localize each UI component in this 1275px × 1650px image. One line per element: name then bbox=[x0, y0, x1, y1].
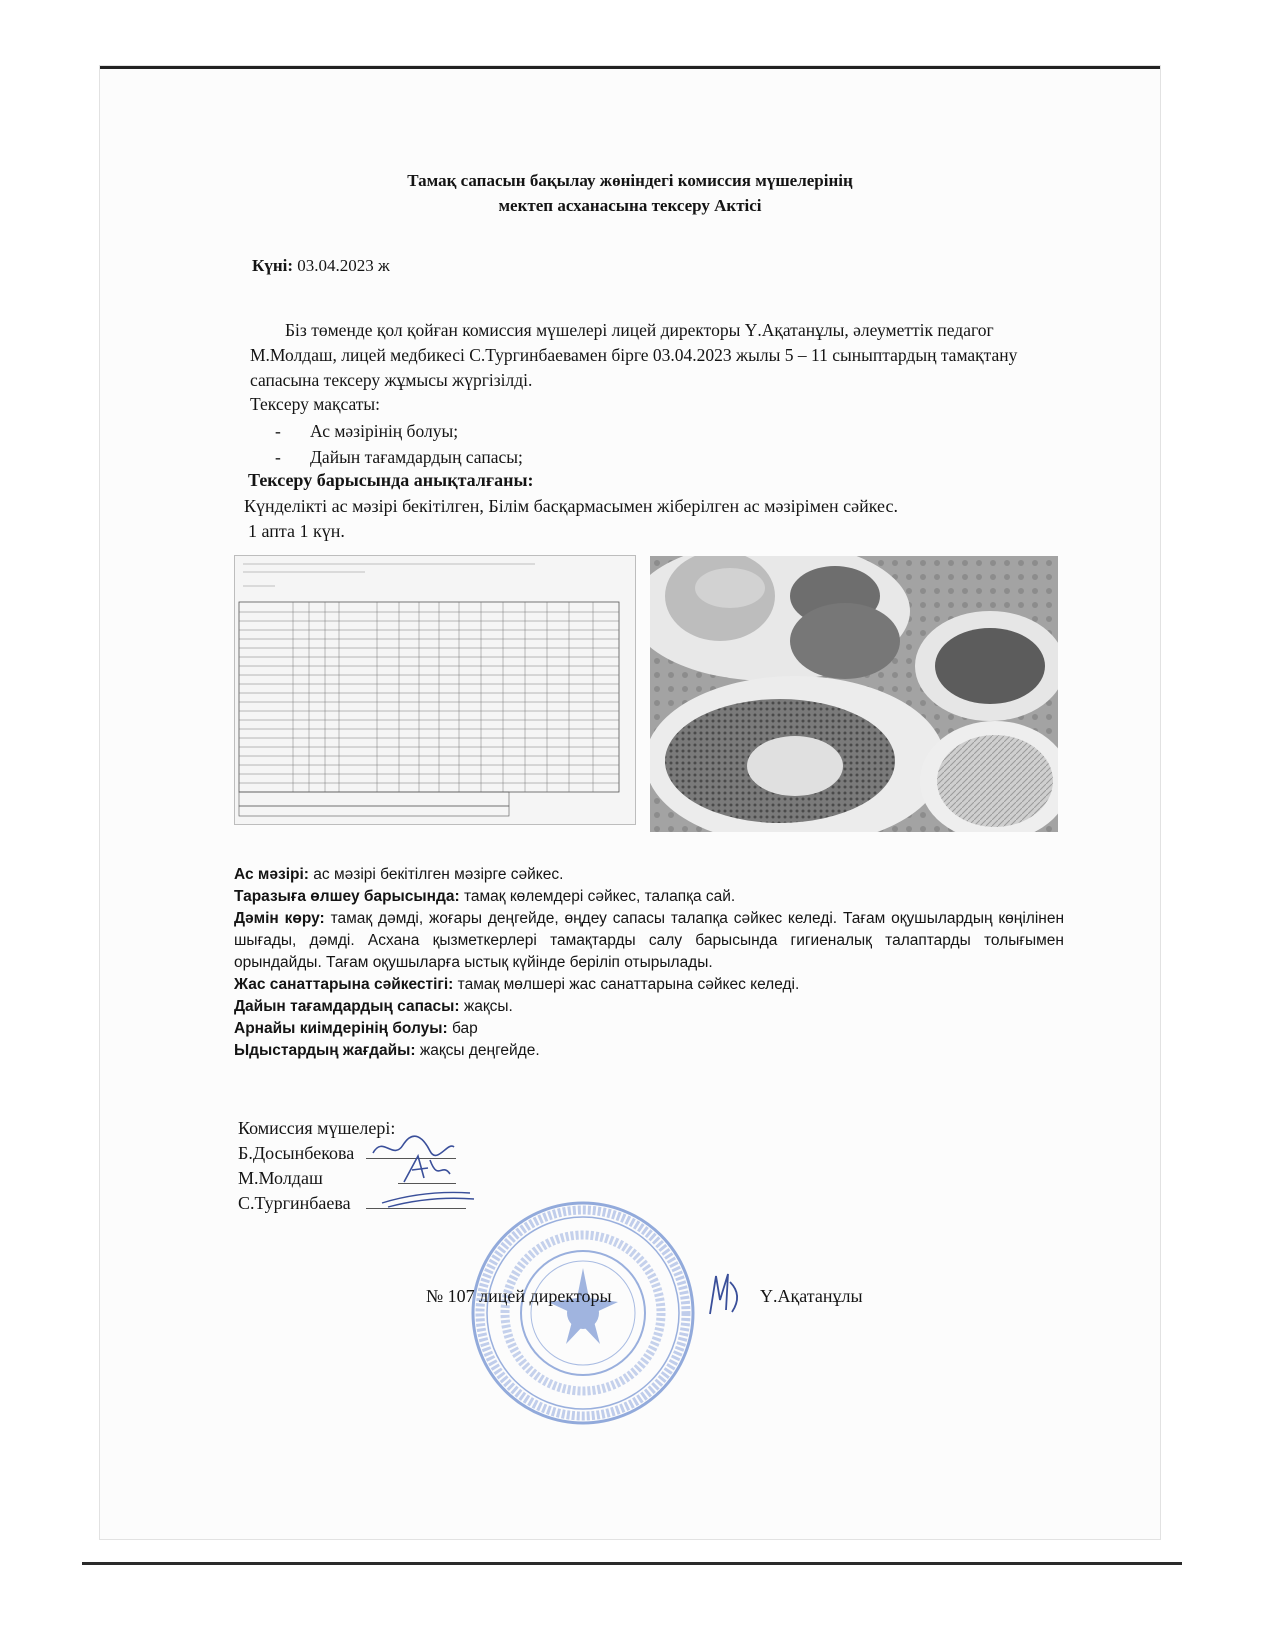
date-value: 03.04.2023 ж bbox=[297, 256, 390, 275]
signature-3 bbox=[378, 1187, 478, 1211]
purpose-list bbox=[275, 418, 523, 470]
date-line bbox=[252, 256, 390, 276]
purpose-label: Тексеру мақсаты: bbox=[250, 394, 381, 414]
purpose-item: - Ас мәзірінің болуы; bbox=[275, 418, 523, 444]
date-label: Күні: bbox=[252, 256, 294, 275]
check-item: Арнайы киімдерінің болуы: бар bbox=[234, 1020, 478, 1037]
page-bottom-edge bbox=[82, 1562, 1182, 1565]
findings-heading: Тексеру барысында анықталғаны: bbox=[248, 470, 534, 490]
check-item: Дайын тағамдардың сапасы: жақсы. bbox=[234, 998, 513, 1015]
findings-line-2: 1 апта 1 күн. bbox=[248, 521, 345, 541]
food-photo-graphic bbox=[650, 556, 1058, 832]
commission-member: Б.Досынбекова bbox=[238, 1141, 395, 1166]
signature-2 bbox=[398, 1152, 458, 1188]
document-title bbox=[280, 168, 980, 218]
title-line-1: Тамақ сапасын бақылау жөніндегі комиссия мүшелерінің bbox=[407, 171, 853, 190]
commission-member: С.Тургинбаева bbox=[238, 1191, 395, 1216]
commission-member: М.Молдаш bbox=[238, 1166, 395, 1191]
check-item: Таразыға өлшеу барысында: тамақ көлемдері сәйкес, талапқа сай. bbox=[234, 888, 736, 905]
check-item: Жас санаттарына сәйкестігі: тамақ мөлшері жас санаттарына сәйкес келеді. bbox=[234, 976, 800, 993]
commission-block bbox=[238, 1116, 395, 1216]
director-title: № 107 лицей директоры bbox=[426, 1286, 612, 1306]
findings-line-1: Күнделікті ас мәзірі бекітілген, Білім басқармасымен жіберілген ас мәзірімен сәйкес. bbox=[244, 496, 898, 516]
intro-paragraph: Біз төменде қол қойған комиссия мүшелері лицей директоры Ү.Ақатанұлы, әлеуметтік педагог М.Молдаш, лицей медбикесі С.Тургинбаевамен бірге 03.04.2023 жылы 5 – 11 сыныптардың тамақтану сапасына тексеру жұмысы жүргізілді. bbox=[250, 320, 1018, 390]
menu-table-graphic bbox=[235, 556, 635, 824]
check-item: Ас мәзірі: ас мәзірі бекітілген мәзірге сәйкес. bbox=[234, 866, 564, 883]
checks-section bbox=[234, 864, 1064, 1062]
director-signature bbox=[700, 1270, 750, 1320]
check-item: Ыдыстардың жағдайы: жақсы деңгейде. bbox=[234, 1042, 540, 1059]
check-item: Дәмін көру: тамақ дәмді, жоғары деңгейде, өңдеу сапасы талапқа сәйкес келеді. Тағам оқушылардың көңілінен шығады, дәмді. Асхана қызметкерлері тамақтарды салу барысында гигиеналық талаптарды толығымен орындайды. Тағам оқушыларға ыстық күйінде беріліп отырылады. bbox=[234, 910, 1065, 971]
food-photo bbox=[650, 556, 1058, 832]
menu-table-photo bbox=[234, 555, 636, 825]
title-line-2: мектеп асханасына тексеру Актісі bbox=[498, 196, 762, 215]
findings-text bbox=[244, 494, 1084, 544]
purpose-item: - Дайын тағамдардың сапасы; bbox=[275, 444, 523, 470]
stamp bbox=[468, 1198, 698, 1428]
director-name: Ү.Ақатанұлы bbox=[760, 1286, 863, 1306]
commission-label: Комиссия мүшелері: bbox=[238, 1118, 396, 1138]
